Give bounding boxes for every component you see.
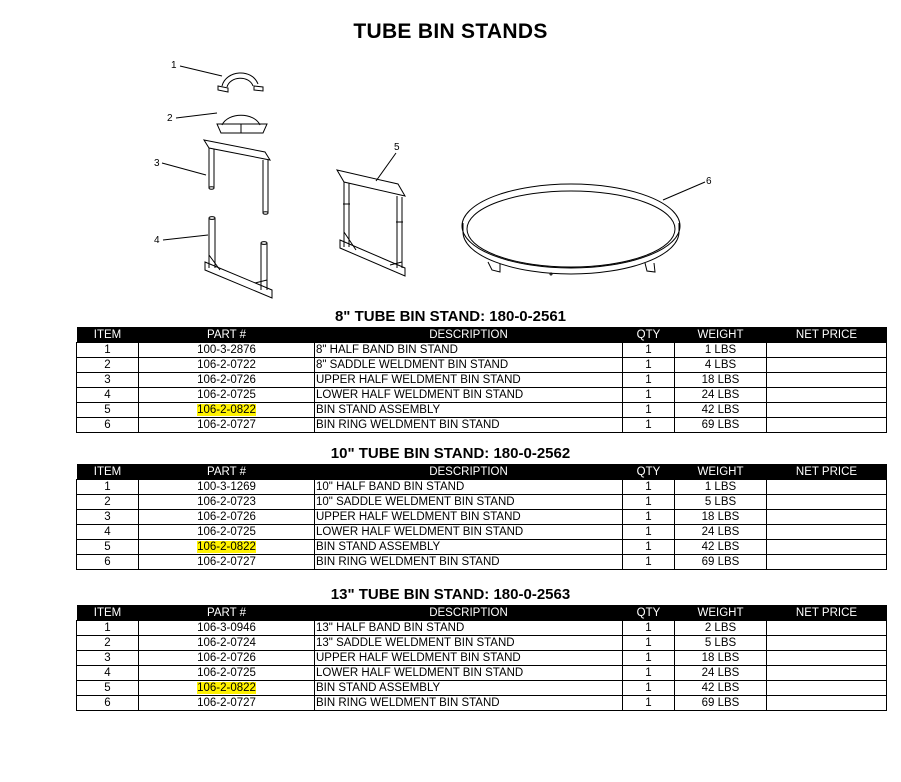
qty-cell: 1	[623, 696, 675, 711]
section-title-13-inch: 13" TUBE BIN STAND: 180-0-2563	[330, 586, 571, 603]
weight-cell: 69 LBS	[675, 696, 767, 711]
net-price-cell	[767, 343, 887, 358]
table-row	[77, 636, 887, 651]
description-cell: BIN RING WELDMENT BIN STAND	[315, 555, 623, 570]
item-cell: 3	[77, 373, 139, 388]
section-title-8-inch: 8" TUBE BIN STAND: 180-0-2561	[334, 308, 567, 325]
description-cell: 13" HALF BAND BIN STAND	[315, 621, 623, 636]
parts-table-13-inch	[76, 605, 887, 711]
net-price-cell	[767, 495, 887, 510]
part-number: 100-3-2876	[197, 343, 256, 356]
item-cell: 4	[77, 666, 139, 681]
net-price-cell	[767, 540, 887, 555]
item-cell: 1	[77, 343, 139, 358]
part-cell	[139, 343, 315, 358]
weight-cell: 42 LBS	[675, 540, 767, 555]
callout-4: 4	[154, 235, 160, 246]
page-title: TUBE BIN STANDS	[353, 20, 548, 43]
part-cell	[139, 480, 315, 495]
table-row	[77, 373, 887, 388]
qty-cell: 1	[623, 358, 675, 373]
weight-cell: 69 LBS	[675, 555, 767, 570]
weight-cell: 5 LBS	[675, 495, 767, 510]
description-cell: 8" SADDLE WELDMENT BIN STAND	[315, 358, 623, 373]
description-cell: BIN RING WELDMENT BIN STAND	[315, 696, 623, 711]
part-number: 106-2-0726	[197, 373, 256, 386]
callout-6: 6	[706, 176, 712, 187]
part-cell	[139, 696, 315, 711]
highlighted-part-number: 106-2-0822	[197, 681, 256, 694]
qty-cell: 1	[623, 540, 675, 555]
weight-cell: 69 LBS	[675, 418, 767, 433]
description-cell: BIN STAND ASSEMBLY	[315, 540, 623, 555]
part-cell	[139, 495, 315, 510]
header-description: DESCRIPTION	[315, 464, 623, 480]
qty-cell: 1	[623, 388, 675, 403]
highlighted-part-number: 106-2-0822	[197, 540, 256, 553]
weight-cell: 18 LBS	[675, 510, 767, 525]
description-cell: BIN STAND ASSEMBLY	[315, 681, 623, 696]
weight-cell: 24 LBS	[675, 666, 767, 681]
table-row	[77, 621, 887, 636]
item-cell: 2	[77, 358, 139, 373]
header-weight: WEIGHT	[675, 327, 767, 343]
part-number: 106-2-0725	[197, 525, 256, 538]
net-price-cell	[767, 373, 887, 388]
callout-5: 5	[394, 142, 400, 153]
net-price-cell	[767, 510, 887, 525]
callout-1: 1	[171, 60, 177, 71]
half-band-part	[218, 73, 263, 92]
header-weight: WEIGHT	[675, 605, 767, 621]
parts-table-8-inch	[76, 327, 887, 433]
item-cell: 2	[77, 636, 139, 651]
table-row	[77, 525, 887, 540]
header-net-price: NET PRICE	[767, 464, 887, 480]
qty-cell: 1	[623, 480, 675, 495]
part-cell	[139, 525, 315, 540]
table-row	[77, 681, 887, 696]
item-cell: 6	[77, 555, 139, 570]
part-cell	[139, 358, 315, 373]
qty-cell: 1	[623, 555, 675, 570]
table-row	[77, 666, 887, 681]
description-cell: BIN STAND ASSEMBLY	[315, 403, 623, 418]
part-cell	[139, 681, 315, 696]
item-cell: 1	[77, 480, 139, 495]
table-row	[77, 343, 887, 358]
qty-cell: 1	[623, 666, 675, 681]
table-header-row	[77, 464, 887, 480]
qty-cell: 1	[623, 621, 675, 636]
bin-ring-part	[462, 184, 680, 275]
weight-cell: 1 LBS	[675, 343, 767, 358]
net-price-cell	[767, 555, 887, 570]
header-qty: QTY	[623, 605, 675, 621]
description-cell: BIN RING WELDMENT BIN STAND	[315, 418, 623, 433]
item-cell: 2	[77, 495, 139, 510]
weight-cell: 1 LBS	[675, 480, 767, 495]
part-number: 106-2-0725	[197, 388, 256, 401]
item-cell: 5	[77, 540, 139, 555]
weight-cell: 5 LBS	[675, 636, 767, 651]
net-price-cell	[767, 403, 887, 418]
part-cell	[139, 636, 315, 651]
header-description: DESCRIPTION	[315, 605, 623, 621]
table-header-row	[77, 605, 887, 621]
table-header-row	[77, 327, 887, 343]
parts-table-10-inch	[76, 464, 887, 570]
table-row	[77, 418, 887, 433]
net-price-cell	[767, 696, 887, 711]
header-part: PART #	[139, 605, 315, 621]
description-cell: UPPER HALF WELDMENT BIN STAND	[315, 651, 623, 666]
item-cell: 5	[77, 681, 139, 696]
item-cell: 4	[77, 388, 139, 403]
net-price-cell	[767, 621, 887, 636]
lower-half-part	[205, 217, 272, 298]
part-number: 106-2-0723	[197, 495, 256, 508]
net-price-cell	[767, 358, 887, 373]
table-row	[77, 388, 887, 403]
part-number: 106-2-0727	[197, 418, 256, 431]
qty-cell: 1	[623, 525, 675, 540]
part-cell	[139, 540, 315, 555]
header-qty: QTY	[623, 464, 675, 480]
part-number: 106-2-0722	[197, 358, 256, 371]
section-title-10-inch: 10" TUBE BIN STAND: 180-0-2562	[330, 445, 571, 462]
header-item: ITEM	[77, 464, 139, 480]
part-cell	[139, 651, 315, 666]
header-net-price: NET PRICE	[767, 605, 887, 621]
weight-cell: 42 LBS	[675, 681, 767, 696]
header-weight: WEIGHT	[675, 464, 767, 480]
header-part: PART #	[139, 464, 315, 480]
item-cell: 6	[77, 696, 139, 711]
part-number: 106-3-0946	[197, 621, 256, 634]
table-row	[77, 480, 887, 495]
part-number: 100-3-1269	[197, 480, 256, 493]
description-cell: LOWER HALF WELDMENT BIN STAND	[315, 666, 623, 681]
item-cell: 6	[77, 418, 139, 433]
net-price-cell	[767, 636, 887, 651]
item-cell: 3	[77, 510, 139, 525]
item-cell: 4	[77, 525, 139, 540]
header-net-price: NET PRICE	[767, 327, 887, 343]
qty-cell: 1	[623, 681, 675, 696]
callout-3: 3	[154, 158, 160, 169]
description-cell: 8" HALF BAND BIN STAND	[315, 343, 623, 358]
header-item: ITEM	[77, 605, 139, 621]
description-cell: LOWER HALF WELDMENT BIN STAND	[315, 525, 623, 540]
net-price-cell	[767, 418, 887, 433]
net-price-cell	[767, 525, 887, 540]
qty-cell: 1	[623, 403, 675, 418]
exploded-parts-diagram	[0, 50, 901, 310]
part-cell	[139, 555, 315, 570]
header-description: DESCRIPTION	[315, 327, 623, 343]
net-price-cell	[767, 388, 887, 403]
part-number: 106-2-0724	[197, 636, 256, 649]
description-cell: 10" HALF BAND BIN STAND	[315, 480, 623, 495]
part-cell	[139, 418, 315, 433]
callout-2: 2	[167, 113, 173, 124]
upper-half-part	[204, 140, 270, 214]
description-cell: 13" SADDLE WELDMENT BIN STAND	[315, 636, 623, 651]
table-row	[77, 510, 887, 525]
header-part: PART #	[139, 327, 315, 343]
weight-cell: 18 LBS	[675, 651, 767, 666]
item-cell: 1	[77, 621, 139, 636]
weight-cell: 24 LBS	[675, 388, 767, 403]
part-cell	[139, 621, 315, 636]
table-row	[77, 358, 887, 373]
qty-cell: 1	[623, 495, 675, 510]
saddle-part	[217, 115, 267, 133]
table-row	[77, 555, 887, 570]
qty-cell: 1	[623, 373, 675, 388]
part-number: 106-2-0726	[197, 510, 256, 523]
net-price-cell	[767, 666, 887, 681]
weight-cell: 4 LBS	[675, 358, 767, 373]
header-qty: QTY	[623, 327, 675, 343]
highlighted-part-number: 106-2-0822	[197, 403, 256, 416]
part-number: 106-2-0726	[197, 651, 256, 664]
item-cell: 3	[77, 651, 139, 666]
part-cell	[139, 388, 315, 403]
qty-cell: 1	[623, 636, 675, 651]
net-price-cell	[767, 480, 887, 495]
part-number: 106-2-0727	[197, 555, 256, 568]
part-cell	[139, 510, 315, 525]
description-cell: LOWER HALF WELDMENT BIN STAND	[315, 388, 623, 403]
weight-cell: 2 LBS	[675, 621, 767, 636]
part-number: 106-2-0725	[197, 666, 256, 679]
weight-cell: 24 LBS	[675, 525, 767, 540]
bin-stand-assembly-part	[337, 170, 405, 276]
table-row	[77, 403, 887, 418]
part-cell	[139, 403, 315, 418]
part-number: 106-2-0727	[197, 696, 256, 709]
net-price-cell	[767, 681, 887, 696]
part-cell	[139, 666, 315, 681]
description-cell: 10" SADDLE WELDMENT BIN STAND	[315, 495, 623, 510]
table-row	[77, 651, 887, 666]
qty-cell: 1	[623, 418, 675, 433]
weight-cell: 42 LBS	[675, 403, 767, 418]
weight-cell: 18 LBS	[675, 373, 767, 388]
qty-cell: 1	[623, 510, 675, 525]
qty-cell: 1	[623, 651, 675, 666]
description-cell: UPPER HALF WELDMENT BIN STAND	[315, 373, 623, 388]
description-cell: UPPER HALF WELDMENT BIN STAND	[315, 510, 623, 525]
qty-cell: 1	[623, 343, 675, 358]
header-item: ITEM	[77, 327, 139, 343]
table-row	[77, 696, 887, 711]
item-cell: 5	[77, 403, 139, 418]
part-cell	[139, 373, 315, 388]
net-price-cell	[767, 651, 887, 666]
table-row	[77, 495, 887, 510]
table-row	[77, 540, 887, 555]
